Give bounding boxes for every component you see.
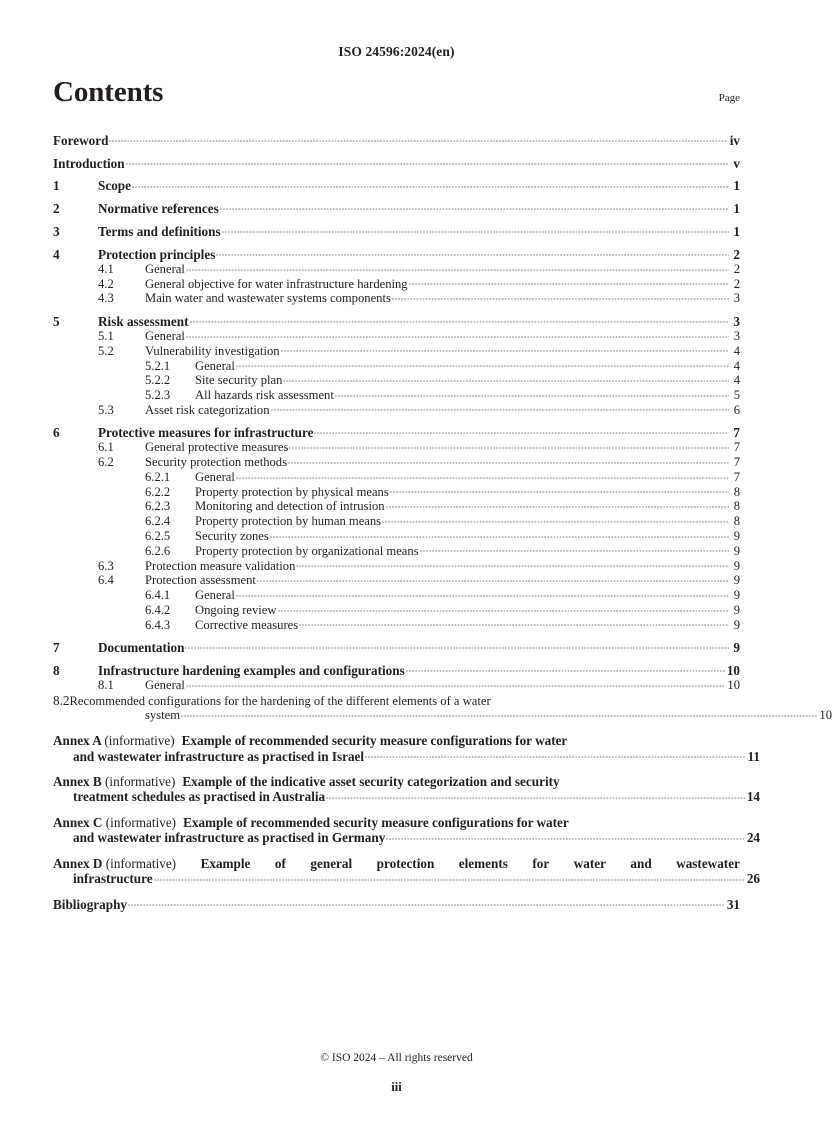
entry-number: 6.2 <box>98 455 114 470</box>
dot-leader <box>314 432 729 436</box>
entry-number: 1 <box>53 178 60 194</box>
entry-number: 5.2 <box>98 343 114 358</box>
entry-body <box>195 486 740 499</box>
entry-label: Scope <box>98 178 131 194</box>
dot-leader <box>335 395 729 399</box>
annex-title-word: Example <box>200 855 251 871</box>
entry-page-number: 3 <box>733 328 740 343</box>
entry-page-number: 3 <box>733 313 740 329</box>
entry-body <box>195 500 740 513</box>
dot-leader <box>281 350 729 354</box>
entry-number: 4.1 <box>98 261 114 276</box>
entry-page-number: 1 <box>733 201 740 217</box>
entry-number: 6.2.6 <box>145 543 171 558</box>
entry-number: 4.2 <box>98 276 114 291</box>
toc-entry-4.2[interactable] <box>53 278 740 291</box>
annex-title-line-2: treatment schedules as practised in Australia <box>73 789 326 805</box>
annex-title-word: water <box>573 855 606 871</box>
toc-entry-6.2.3[interactable] <box>53 500 740 513</box>
toc-annex-c[interactable] <box>53 814 760 846</box>
entry-label: Security zones <box>195 529 269 544</box>
entry-page-number: 5 <box>733 388 740 403</box>
entry-label: Ongoing review <box>195 602 277 617</box>
entry-label: Corrective measures <box>195 617 299 632</box>
entry-body <box>98 664 740 677</box>
running-header <box>0 44 793 60</box>
entry-number: 5.3 <box>98 402 114 417</box>
annex-title-line-2: infrastructure <box>73 871 153 887</box>
entry-body <box>195 515 740 528</box>
entry-label: Monitoring and detection of intrusion <box>195 499 385 514</box>
dot-leader <box>406 670 725 674</box>
document-identifier: ISO 24596:2024(en) <box>338 44 455 59</box>
entry-label: Bibliography <box>53 896 128 912</box>
entry-page-number: 3 <box>733 291 740 306</box>
dot-leader <box>236 595 729 599</box>
entry-number: 4.3 <box>98 291 114 306</box>
dot-leader <box>236 477 729 481</box>
toc-entry-1[interactable] <box>53 179 740 192</box>
dot-leader <box>392 298 729 302</box>
annex-heading-line-2 <box>53 790 760 803</box>
entry-body <box>195 530 740 543</box>
entry-number: 6.4.1 <box>145 588 171 603</box>
toc-entry-4.3[interactable] <box>53 292 740 305</box>
annex-title-word: protection <box>376 855 435 871</box>
page-content <box>53 76 832 912</box>
entry-page-number: 7 <box>733 424 740 440</box>
entry-label-line-1: Recommended configurations for the hardening of the different elements of a water <box>69 693 491 708</box>
entry-label: Protective measures for infrastructure <box>98 424 314 440</box>
dot-leader <box>154 879 745 883</box>
toc-entry-6.4.2[interactable] <box>53 604 740 617</box>
entry-label: Introduction <box>53 155 125 171</box>
entry-page-number: 10 <box>727 677 740 692</box>
entry-number: 6.4 <box>98 573 114 588</box>
entry-label: Terms and definitions <box>98 223 221 239</box>
dot-leader <box>288 462 729 466</box>
dot-leader <box>185 647 729 651</box>
entry-label: General <box>145 261 185 276</box>
toc-annex-a[interactable] <box>53 732 760 764</box>
annex-title-word: general <box>310 855 353 871</box>
entry-number: 6.2.5 <box>145 529 171 544</box>
toc-entry-4[interactable] <box>53 248 740 261</box>
entry-label: Asset risk categorization <box>145 402 270 417</box>
entry-label: Foreword <box>53 133 109 148</box>
entry-body <box>53 157 740 170</box>
toc-entry-6.2.1[interactable] <box>53 471 740 484</box>
toc-entry-foreword[interactable] <box>53 134 740 147</box>
page-column-header: Page <box>718 92 740 104</box>
toc-entry-8.2[interactable] <box>53 692 832 723</box>
dot-leader <box>128 904 725 908</box>
entry-label: All hazards risk assessment <box>195 388 334 403</box>
entry-number: 3 <box>53 223 60 239</box>
entry-body <box>145 441 740 454</box>
entry-page-number: 2 <box>733 276 740 291</box>
entry-body <box>195 604 740 617</box>
entry-page-number: 14 <box>746 789 760 805</box>
dot-leader <box>382 521 729 525</box>
entry-label: Protection measure validation <box>145 558 296 573</box>
entry-label: Normative references <box>98 201 219 217</box>
toc-entry-5.2.3[interactable] <box>53 389 740 402</box>
toc-entry-6.2[interactable] <box>53 456 740 469</box>
dot-leader <box>181 715 817 719</box>
entry-page-number: 9 <box>733 558 740 573</box>
annex-title-line-2: and wastewater infrastructure as practised in Germany <box>73 830 386 846</box>
annex-kind: (informative) <box>105 855 177 871</box>
entry-page-number: 9 <box>733 639 740 655</box>
entry-page-number: 9 <box>733 543 740 558</box>
annex-title-line-2: and wastewater infrastructure as practised in Israel <box>73 748 365 764</box>
entry-page-number: 31 <box>726 896 740 912</box>
entry-page-number: 8 <box>733 499 740 514</box>
toc-entry-5[interactable] <box>53 315 740 328</box>
entry-number: 5.2.1 <box>145 358 171 373</box>
entry-body <box>195 374 740 387</box>
annex-heading-line-1 <box>53 734 740 747</box>
annex-identifier: Annex A <box>53 732 105 748</box>
entry-page-number: 1 <box>733 178 740 194</box>
entry-body <box>195 619 740 632</box>
entry-number: 4 <box>53 246 60 262</box>
entry-body <box>53 134 740 147</box>
annex-title-word: wastewater <box>676 855 740 871</box>
dot-leader <box>186 269 729 273</box>
entry-number: 2 <box>53 201 60 217</box>
toc-entry-8[interactable] <box>53 664 740 677</box>
toc-entry-6.2.5[interactable] <box>53 530 740 543</box>
entry-label: Property protection by human means <box>195 514 382 529</box>
entry-page-number: 26 <box>746 871 760 887</box>
annex-kind: (informative) <box>105 773 176 789</box>
dot-leader <box>365 756 745 760</box>
annex-kind: (informative) <box>104 732 175 748</box>
annex-heading-line-2 <box>53 750 760 763</box>
entry-body <box>195 389 740 402</box>
entry-page-number: 7 <box>733 440 740 455</box>
toc-entry-8.1[interactable] <box>53 679 740 692</box>
toc-entry-5.2[interactable] <box>53 345 740 358</box>
entry-page-number: v <box>733 155 740 171</box>
dot-leader <box>190 321 730 325</box>
annex-heading-line-1 <box>53 857 740 870</box>
toc-entry-6.4.3[interactable] <box>53 619 740 632</box>
entry-body <box>98 179 740 192</box>
entry-body <box>145 456 740 469</box>
dot-leader <box>420 550 729 554</box>
dot-leader <box>132 186 729 190</box>
dot-leader <box>270 536 729 540</box>
entry-label: General <box>195 469 235 484</box>
entry-body <box>195 545 740 558</box>
entry-page-number: 4 <box>733 343 740 358</box>
entry-page-number: 24 <box>746 830 760 846</box>
entry-body <box>98 202 740 215</box>
dot-leader <box>386 838 744 842</box>
annex-heading-line-1 <box>53 775 740 788</box>
entry-number: 5.2.2 <box>145 373 171 388</box>
toc-entry-6.2.6[interactable] <box>53 545 740 558</box>
entry-page-number: 7 <box>733 469 740 484</box>
entry-body <box>145 278 740 291</box>
dot-leader <box>236 365 729 369</box>
entry-body <box>98 315 740 328</box>
entry-page-number: 4 <box>733 358 740 373</box>
dot-leader <box>186 336 729 340</box>
annex-identifier: Annex C <box>53 814 106 830</box>
dot-leader <box>109 140 727 144</box>
entry-number: 6.1 <box>98 440 114 455</box>
entry-number: 6.2.1 <box>145 469 171 484</box>
annex-heading-line-2 <box>53 872 760 885</box>
entry-label: Risk assessment <box>98 313 189 329</box>
entry-label: Security protection methods <box>145 455 287 470</box>
annex-title-word: elements <box>458 855 508 871</box>
entry-page-number: 2 <box>733 246 740 262</box>
entry-page-number: 9 <box>733 529 740 544</box>
entry-number: 6.2.2 <box>145 484 171 499</box>
annex-title-line-1: Example of recommended security measure configurations for water <box>183 814 569 830</box>
entry-page-number: 10 <box>819 708 832 723</box>
toc-entry-6.4.1[interactable] <box>53 589 740 602</box>
dot-leader <box>386 506 729 510</box>
entry-page-number: 10 <box>726 662 740 678</box>
entry-number: 8.2 <box>53 692 70 708</box>
entry-page-number: 2 <box>733 261 740 276</box>
entry-label: Vulnerability investigation <box>145 343 280 358</box>
toc-entry-4.1[interactable] <box>53 263 740 276</box>
entry-label: General <box>145 677 185 692</box>
entry-label: Protection assessment <box>145 573 256 588</box>
entry-page-number: 8 <box>733 514 740 529</box>
dot-leader <box>390 491 729 495</box>
entry-label-line-2: system <box>145 708 180 723</box>
entry-label: Property protection by organizational means <box>195 543 419 558</box>
entry-label: General <box>195 358 235 373</box>
annex-heading-line-1 <box>53 816 740 829</box>
dot-leader <box>216 254 729 258</box>
toc-annex-b[interactable] <box>53 773 760 805</box>
page-title: Contents <box>53 76 164 108</box>
dot-leader <box>283 380 729 384</box>
entry-label: Infrastructure hardening examples and configurations <box>98 662 405 678</box>
toc-entry-6.1[interactable] <box>53 441 740 454</box>
toc-annex-d[interactable] <box>53 855 760 887</box>
annex-title-word: of <box>274 855 286 871</box>
table-of-contents <box>53 133 832 912</box>
dot-leader <box>299 624 729 628</box>
toc-entry-bibliography[interactable] <box>53 898 740 911</box>
entry-number: 6.2.4 <box>145 514 171 529</box>
annex-title-word: and <box>630 855 652 871</box>
toc-entry-5.3[interactable] <box>53 404 740 417</box>
entry-body <box>195 360 740 373</box>
entry-label: General <box>195 588 235 603</box>
entry-body <box>145 345 740 358</box>
entry-number: 5 <box>53 313 60 329</box>
entry-body <box>145 404 740 417</box>
entry-number: 8.1 <box>98 677 114 692</box>
annex-heading-line-2 <box>53 831 760 844</box>
toc-entry-6[interactable] <box>53 426 740 439</box>
entry-body <box>98 248 740 261</box>
dot-leader <box>326 797 745 801</box>
dot-leader <box>296 565 729 569</box>
entry-body <box>145 330 740 343</box>
toc-entry-7[interactable] <box>53 641 740 654</box>
entry-number: 7 <box>53 639 60 655</box>
entry-label: General objective for water infrastructure hardening <box>145 276 408 291</box>
entry-body <box>145 679 740 692</box>
dot-leader <box>289 447 729 451</box>
entry-label: General <box>145 328 185 343</box>
annex-title-line-1: Example of recommended security measure configurations for water <box>181 732 568 748</box>
annex-kind: (informative) <box>105 814 177 830</box>
toc-entry-5.1[interactable] <box>53 330 740 343</box>
entry-body <box>145 263 740 276</box>
entry-body <box>53 898 740 911</box>
entry-label: General protective measures <box>145 440 289 455</box>
entry-label: Site security plan <box>195 373 283 388</box>
toc-entry-6.4[interactable] <box>53 574 740 587</box>
toc-entry-5.2.1[interactable] <box>53 360 740 373</box>
entry-body <box>195 471 740 484</box>
toc-entry-2[interactable] <box>53 202 740 215</box>
entry-page-number: iv <box>729 133 740 148</box>
entry-body <box>145 560 740 573</box>
entry-label: Documentation <box>98 639 185 655</box>
entry-label: Protection principles <box>98 246 216 262</box>
annex-identifier: Annex B <box>53 773 106 789</box>
entry-body <box>145 574 740 587</box>
toc-entry-6.2.4[interactable] <box>53 515 740 528</box>
dot-leader <box>186 685 726 689</box>
toc-entry-5.2.2[interactable] <box>53 374 740 387</box>
toc-entry-introduction[interactable] <box>53 157 740 170</box>
dot-leader <box>220 208 729 212</box>
entry-body <box>98 426 740 439</box>
entry-number: 6.2.3 <box>145 499 171 514</box>
toc-entry-3[interactable] <box>53 225 740 238</box>
entry-label: Main water and wastewater systems components <box>145 291 391 306</box>
dot-leader <box>271 409 730 413</box>
entry-page-number: 9 <box>733 573 740 588</box>
dot-leader <box>257 580 729 584</box>
annex-title-line-1: Example of the indicative asset security categorization and security <box>182 773 560 789</box>
entry-page-number: 4 <box>733 373 740 388</box>
copyright-notice: © ISO 2024 – All rights reserved <box>320 1052 473 1064</box>
dot-leader <box>278 610 730 614</box>
entry-page-number: 9 <box>733 588 740 603</box>
entry-body <box>98 225 740 238</box>
entry-number: 5.1 <box>98 328 114 343</box>
dot-leader <box>409 283 729 287</box>
entry-number: 6.4.3 <box>145 617 171 632</box>
entry-number: 5.2.3 <box>145 388 171 403</box>
entry-number: 8 <box>53 662 60 678</box>
annex-title-word: for <box>532 855 550 871</box>
entry-body <box>98 641 740 654</box>
entry-page-number: 11 <box>747 748 760 764</box>
toc-entry-6.3[interactable] <box>53 560 740 573</box>
entry-number: 6.3 <box>98 558 114 573</box>
entry-number: 6 <box>53 424 60 440</box>
dot-leader <box>126 163 729 167</box>
entry-page-number: 9 <box>733 602 740 617</box>
entry-label: Property protection by physical means <box>195 484 389 499</box>
entry-body <box>145 292 740 305</box>
page-folio: iii <box>391 1080 402 1094</box>
annex-identifier: Annex D (informative) <box>53 855 177 871</box>
entry-page-number: 9 <box>733 617 740 632</box>
entry-page-number: 7 <box>733 455 740 470</box>
entry-page-number: 1 <box>733 223 740 239</box>
entry-body <box>195 589 740 602</box>
toc-entry-6.2.2[interactable] <box>53 486 740 499</box>
entry-number: 6.4.2 <box>145 602 171 617</box>
dot-leader <box>222 231 729 235</box>
entry-page-number: 6 <box>733 402 740 417</box>
contents-heading-row <box>53 78 740 107</box>
entry-page-number: 8 <box>733 484 740 499</box>
